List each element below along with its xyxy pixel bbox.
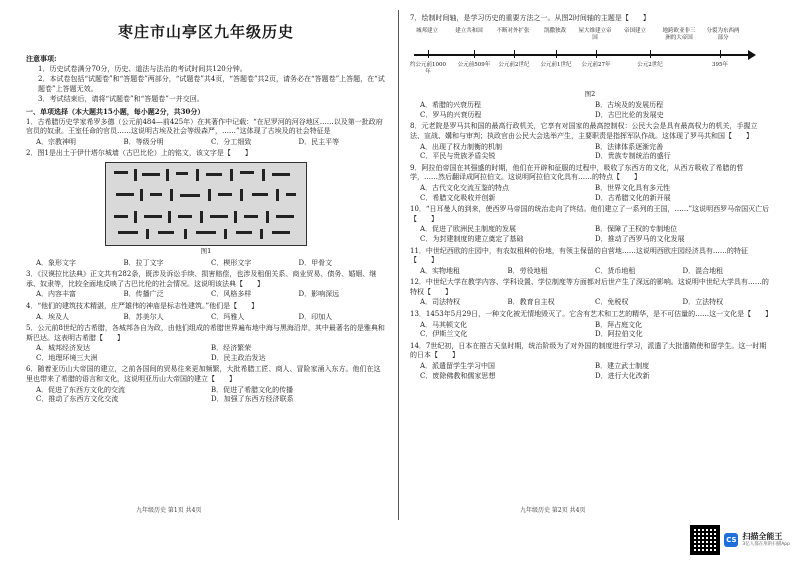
option: B．劳役地租 bbox=[507, 266, 548, 275]
timeline-label-bottom: 公元前27年 bbox=[581, 61, 611, 68]
option: C．免税权 bbox=[595, 298, 629, 307]
question-options bbox=[26, 313, 386, 323]
option: A．促进了欧洲民主制度的发展 bbox=[420, 225, 517, 234]
option: B．传播广泛 bbox=[123, 290, 164, 299]
timeline-label-bottom: 约公元前1000年 bbox=[410, 61, 446, 75]
timeline-tick bbox=[514, 50, 515, 58]
question-stem: 2．图1是出土于伊什塔尔城墙（古巴比伦）上的铭文，该文字是【 】 bbox=[26, 149, 252, 158]
option: D．阿拉伯文化 bbox=[595, 330, 643, 339]
question-options bbox=[410, 101, 770, 120]
figure-caption: 图2 bbox=[584, 89, 596, 98]
column-divider bbox=[398, 10, 399, 520]
question-options bbox=[26, 259, 386, 269]
option: C．地理环境三大洲 bbox=[36, 353, 98, 362]
question-options bbox=[410, 298, 770, 308]
left-page bbox=[26, 14, 386, 514]
timeline-label-bottom: 公元前1世纪 bbox=[540, 61, 572, 68]
option: B．拉丁文字 bbox=[123, 258, 164, 267]
option: D．立法特权 bbox=[682, 298, 724, 307]
question-options bbox=[410, 184, 770, 203]
option: C．希腊文化吸收并创新 bbox=[420, 193, 496, 202]
option: A．派遣留学生学习中国 bbox=[420, 362, 496, 371]
timeline-label-top: 屋大维建立帝国 bbox=[578, 27, 612, 41]
question-stem: 5．公元前8世纪的古希腊，各城邦各自为政，由他们组成的希腊世界遍布地中海与黑海沿岸，其中最著名的是雅典和斯巴达。这表明古希腊【 】 bbox=[26, 324, 385, 342]
figure-caption: 图1 bbox=[200, 246, 212, 255]
notice-heading: 注意事项: bbox=[26, 54, 57, 63]
option: D．民主政治发达 bbox=[211, 353, 266, 362]
option: A．司法特权 bbox=[420, 298, 461, 307]
question-options bbox=[410, 321, 770, 340]
scanner-text bbox=[742, 532, 790, 548]
option: B．建立武士制度 bbox=[595, 362, 650, 371]
option: A．城邦经济发达 bbox=[36, 344, 91, 353]
option: B．促进了希腊文化的传播 bbox=[211, 385, 294, 394]
right-page bbox=[410, 14, 773, 515]
scanner-name: 扫描全能王 bbox=[742, 532, 783, 541]
option: A．促进了东西方文化的交流 bbox=[36, 385, 126, 394]
option: A．出现了权力制衡的机制 bbox=[420, 142, 503, 151]
option: C．伊斯兰文化 bbox=[420, 330, 468, 339]
option: B．法律体系逐渐完善 bbox=[595, 142, 664, 151]
timeline-label-bottom: 公元2世纪 bbox=[637, 61, 663, 68]
option: D．贵族专制统治的盛行 bbox=[595, 152, 671, 161]
question-options bbox=[410, 225, 770, 244]
question-stem: 14．7世纪初，日本在推古天皇时期，统治阶级为了对外国的制度进行学习，派遣了大批遣隋使和留学生。这一时期的日本【 】 bbox=[410, 341, 767, 360]
question-stem: 9．阿拉伯帝国在其强盛的时期，他们在开辟和征服的过程中，吸收了东西方的文化，从西方吸收了希腊的哲学，……然后翻译成阿拉伯文。这说明阿拉伯文化具有……的特点【 】 bbox=[410, 163, 744, 182]
timeline-label-top: 不断对外扩张 bbox=[496, 27, 530, 34]
timeline-tick bbox=[720, 50, 721, 58]
option: A．古代文化交流互鉴的特点 bbox=[420, 183, 510, 192]
option: A．内容丰富 bbox=[36, 290, 77, 299]
question-options bbox=[26, 138, 386, 148]
option: B．保障了王权的专制地位 bbox=[595, 225, 678, 234]
option: A．埃及人 bbox=[36, 312, 70, 321]
cuneiform-figure bbox=[106, 163, 306, 245]
question-stem: 11．中世纪西欧的庄园中，有农奴租种的份地，有领主保留的自营地……这说明西欧庄园经济具有……的特征【 】 bbox=[410, 246, 748, 265]
notice-item: 2．本试卷包括“试题卷”和“答题卷”两部分，“试题卷”共4页，“答题卷”共2页，请务必在“答题卷”上答题，在“试题卷”上答题无效。 bbox=[38, 75, 385, 93]
option: B．苏美尔人 bbox=[123, 312, 164, 321]
option: D．加强了东西方经济联系 bbox=[211, 395, 294, 404]
timeline-tick bbox=[596, 50, 597, 58]
question-stem: 13．1453年5月29日，一种文化被无情地毁灭了。它含有艺术和工艺的精华，是不可估量的……这一文化是【 】 bbox=[410, 310, 773, 319]
timeline-label-bottom: 公元前509年 bbox=[457, 61, 491, 68]
question-stem: 10．“日耳曼人的到来，使西罗马帝国的统治走向了终结。他们建立了一系列的王国，……”这说明西罗马帝国灭亡后【 】 bbox=[410, 205, 770, 223]
timeline-label-top: 建立共和国 bbox=[455, 27, 483, 34]
question-stem: 3．《汉谟拉比法典》正文共有282条，既涉及诉讼手续、损害赔偿，也涉及租佃关系、商业贸易、债务、婚姻、继承、奴隶等，比较全面地反映了古巴比伦的社会情况。这说明该法典【 】 bbox=[26, 270, 377, 288]
option: D．混合地租 bbox=[682, 266, 724, 275]
option: C．风格多样 bbox=[211, 290, 252, 299]
question-stem: 1．古希腊历史学家希罗多德（公元前484—前425年）在其著作中记载：“在尼罗河的河谷地区……以及第一批政府官员的奴隶。王室任命的官员……这说明古埃及社会等级森严，……”这体现了古埃及的社会特征是 bbox=[26, 117, 383, 136]
notice-item: 3．考试结束后，请将“试题卷”和“答题卷”一并交回。 bbox=[38, 95, 204, 104]
scanner-watermark bbox=[690, 525, 790, 555]
timeline-label-bottom: 公元前2世纪 bbox=[498, 61, 530, 68]
option: D．古希腊文化的新开展 bbox=[595, 193, 671, 202]
option: D．印加人 bbox=[298, 312, 333, 321]
question-stem: 12．中世纪大学在教学内容、学科设置、学位制度等方面都对后世产生了深远的影响。这说明中世纪大学具有……的特权【 】 bbox=[410, 278, 769, 296]
option: A．象形文字 bbox=[36, 258, 77, 267]
option: C．货币地租 bbox=[595, 266, 636, 275]
question-stem: 4．“他们的建筑技术精湛，庄严雄伟的神庙是标志性建筑。”他们是【 】 bbox=[26, 301, 259, 310]
timeline-tick bbox=[556, 50, 557, 58]
option: A．马其顿文化 bbox=[420, 320, 468, 329]
timeline-figure bbox=[410, 26, 770, 88]
question-stem: 6．随着亚历山大帝国的建立，之前各国间的贸易往来更加频繁，大批希腊工匠、商人、冒险家涌入东方。他们在这里也带来了希腊的语言和文化，这说明亚历山大帝国的建立【 】 bbox=[26, 365, 381, 384]
option: C．为封建制度的建立奠定了基础 bbox=[420, 234, 524, 243]
question-options bbox=[410, 143, 770, 162]
option: D．古巴比伦的发展史 bbox=[595, 110, 664, 119]
option: A．实物地租 bbox=[420, 266, 461, 275]
option: C．推动了东西方文化交流 bbox=[36, 395, 119, 404]
timeline-tick bbox=[428, 50, 429, 58]
question-options bbox=[410, 267, 770, 277]
qr-code-icon bbox=[690, 525, 720, 555]
option: C．分工细致 bbox=[211, 137, 252, 146]
option: B．经济繁荣 bbox=[211, 344, 252, 353]
option: B．拜占庭文化 bbox=[595, 320, 643, 329]
timeline-tick bbox=[474, 50, 475, 58]
timeline-label-top: 分裂为东西两部分 bbox=[706, 27, 740, 41]
timeline-label-top: 城邦建立 bbox=[415, 27, 438, 34]
option: D．民主平等 bbox=[298, 137, 340, 146]
option: D．推动了西罗马的文化发展 bbox=[595, 234, 685, 243]
timeline-label-bottom: 395年 bbox=[712, 61, 728, 68]
option: D．甲骨文 bbox=[298, 258, 333, 267]
question-stem: 7．绘制时间轴，是学习历史的重要方法之一。从图2时间轴的主题是【 】 bbox=[410, 14, 650, 22]
option: C．罗马的兴衰历程 bbox=[420, 110, 482, 119]
option: B．教育自主权 bbox=[507, 298, 555, 307]
question-stem: 8．元老院是罗马共和国的最高行政机关，它享有对国家的最高控制权：公民大会是具有最高权力的机关，手握立法、宣战、媾和与审判；执政官由公民大会选举产生，主要职责是指挥军队作战。这体现了罗马共和国【 】 bbox=[410, 122, 758, 140]
option: A．希腊的兴衰历程 bbox=[420, 101, 482, 110]
option: C．楔形文字 bbox=[211, 258, 252, 267]
question-options bbox=[410, 362, 770, 381]
timeline-tick bbox=[650, 50, 651, 58]
option: B．古埃及的发展历程 bbox=[595, 101, 664, 110]
page-title: 枣庄市山亭区九年级历史 bbox=[117, 23, 294, 41]
timeline-label-top: 帝国建立 bbox=[623, 27, 646, 34]
page-footer: 九年级历史 第2页 共4页 bbox=[520, 507, 586, 515]
notice-item: 1．历史试卷满分70分，历史、道法与法治的考试时间共120分钟。 bbox=[38, 64, 247, 73]
inscription-image bbox=[105, 162, 307, 246]
option: A．宗教神明 bbox=[36, 137, 77, 146]
option: B．等级分明 bbox=[123, 137, 164, 146]
question-options bbox=[26, 290, 386, 300]
question-options bbox=[26, 386, 386, 405]
option: C．废除佛教和儒家思想 bbox=[420, 371, 496, 380]
timeline-label-top: 地跨欧亚非三洲的大帝国 bbox=[662, 27, 696, 41]
camscanner-logo-icon: CS bbox=[724, 533, 738, 547]
option: C．平民与贵族矛盾尖锐 bbox=[420, 152, 496, 161]
timeline-arrow-icon bbox=[748, 50, 756, 60]
section-heading: 一、单项选择（本大题共15小题，每小题2分，共30分） bbox=[26, 106, 205, 116]
scanner-subtitle: 3亿人都在用的扫描App bbox=[742, 542, 790, 547]
option: C．玛雅人 bbox=[211, 312, 245, 321]
page-footer: 九年级历史 第1页 共4页 bbox=[136, 507, 202, 515]
option: B．世界文化具有多元性 bbox=[595, 183, 671, 192]
option: D．影响深远 bbox=[298, 290, 340, 299]
timeline-axis bbox=[414, 54, 750, 56]
question-options bbox=[26, 344, 386, 363]
timeline-label-top: 凯撒独裁 bbox=[543, 27, 566, 34]
option: D．进行大化改新 bbox=[595, 371, 650, 380]
